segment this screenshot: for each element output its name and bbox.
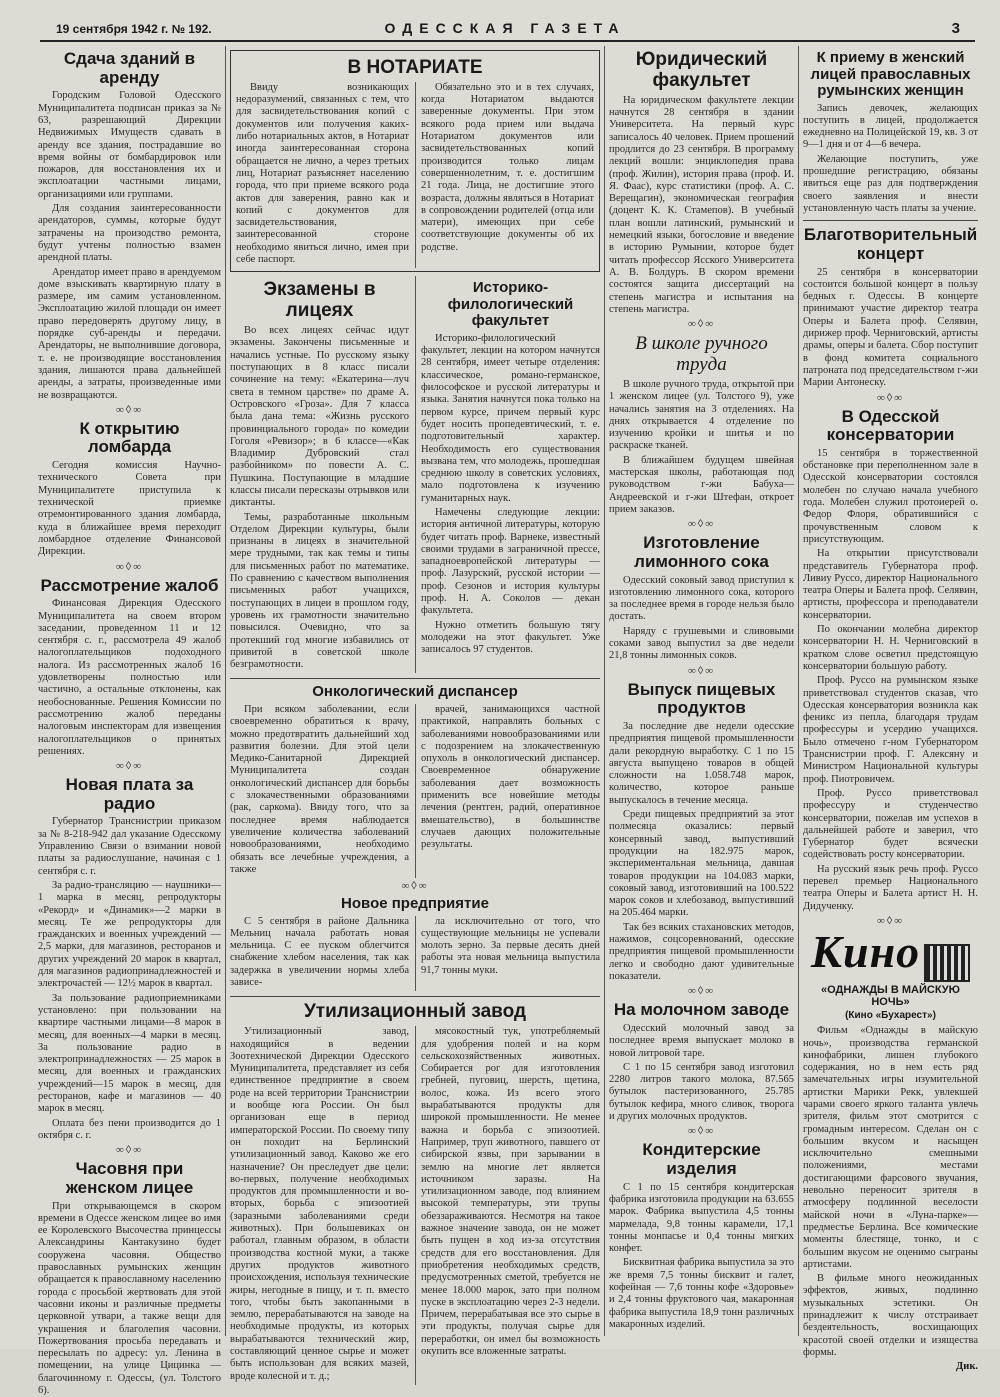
section-rule xyxy=(230,996,600,997)
author-signature: Дик. xyxy=(956,1361,978,1373)
paragraph: Историко-филологический факультет, лекции на котором начнутся 28 сентября, имеет четыре отделения: классическое, романо-германское, философское и русской литературы и языка. Занятия начнутся пока только на первом курсе, причем первый курс будет носить пропедевтический, т. е. подготовительный характер. Необходимость его существования вызвана тем, что молодежь, прошедшая среднюю школу в советских условиях, мало подготовлена к изучению гуманитарных наук. xyxy=(421,332,600,504)
headline: Рассмотрение жалоб xyxy=(40,575,219,595)
paragraph: 15 сентября в торжественной обстановке при переполненном зале в Одесской консерватории состоялся молебен по случаю начала учебного года. Молебен служил протоиерей о. Федор Флоря, обратившийся с прочувственным словом к присутствующим. xyxy=(803,447,978,545)
paragraph: Городским Головой Одесского Муниципалитета подписан приказ за № 63, разрешающий Дирекции Недвижимых Имуществ сдавать в аренду все здания, пострадавшие во время войны от бомбардировок или пожаров, для восстановления их и эксплоатации частными лицами, организациями или группами. xyxy=(38,90,221,200)
paragraph: Утилизационный завод, находящийся в ведении Зоотехнической Дирекции Одесского Муниципалитета, представляет из себя единственное предприятие в своем роде на всей территории Транснистрии и вообще юга России. Он был организован еще в период императорской России. По своему типу он походит на Берлинский утилизационный завод. Каково же его назначение? Он преследует две цели: во-первых, получение необходимых продуктов для промышленности и во-вторых, борьба с эпизоотией (заразными заболеваниями среди животных). При большевиках он работал, главным образом, в области производства костной муки, а также других продуктов животного происхождения, используя технические жиры, негодные в пищу, и т. п. вместо того, чтобы быть закопанными в землю, перерабатываются на заводе на необходимые продукты, из которых вырабатываются технический жир, составляющий ценное сырье и может быть использован для всяких мазей, вроде колесной и т. д.; xyxy=(230,1026,409,1382)
middle-columns xyxy=(230,46,600,1382)
headline: Выпуск пищевых продуктов xyxy=(627,679,776,718)
paragraph: Во всех лицеях сейчас идут экзамены. Закончены письменные и начались устные. По русскому языку поступающих в 8 класс писали сочинение на тему: «Екатерина—луч света в темном царстве» по драме А. Островского «Гроза». Для 7 класса была дана тема: «Жизнь русского провинциального города» по комедии Гоголя «Ревизор»; в 6 классе—«Как Владимир Дубровский стал разбойником» по повести А. С. Пушкина. Поступающие в младшие классы писали пересказы отрывков или диктанты. xyxy=(230,325,409,509)
ornament-divider: ∞◊∞ xyxy=(687,664,716,677)
paragraph: Оплата без пени производится до 1 октября с. г. xyxy=(38,1117,221,1141)
ornament-divider: ∞◊∞ xyxy=(115,560,144,573)
column-4 xyxy=(609,46,794,1341)
paragraph: Для создания заинтересованности арендаторов, суммы, которые будут затрачены на произодство ремонта, будут учтены полностью взамен арендной платы. xyxy=(38,203,221,264)
ornament-divider: ∞◊∞ xyxy=(687,985,716,998)
headline: Кондитерские изделия xyxy=(642,1140,761,1178)
paragraph: С 1 по 15 сентября кондитерская фабрика изготовила продукции на 63.655 марок. Фабрика выпустила 4,5 тонны мармелада, 9,8 тонны карамели, 17,1 тонны монпасье и 0,4 тонны мягких конфет. xyxy=(609,1181,794,1255)
paragraph: В школе ручного труда, открытой при 1 женском лицее (ул. Толстого 9), уже начались занятия на 3 отделениях. На днях открывается 4 отделение по изучению кройки и шитья и по раскраске тканей. xyxy=(609,378,794,452)
column-1 xyxy=(38,46,221,1397)
paragraph: Среди пищевых предприятий за этот полмесяца оказались: первый консервный завод, выпустивший продукции на 182.975 марок, экспериментальная мельница, давшая товаров продукции на 104.083 марки, соковый завод, изготовивший на 100.522 марок соков и хлебозавод, выпустивший на 205.464 марки. xyxy=(609,809,794,919)
ornament-divider: ∞◊∞ xyxy=(401,880,429,893)
issue-date: 19 сентября 1942 г. № 192. xyxy=(56,22,212,36)
page-number: 3 xyxy=(951,20,960,37)
paragraph: Обязательно это и в тех случаях, когда Нотариатом выдаются заверенные документы. При этом всякого рода прием или выдача Нотариатом документов или засвидетельствованных копий производится только лицам совершеннолетним, т. е. достигшим 21 года. Лица, не достигшие этого возраста, должны являться в Нотариат в сопровождении родителей (отца или матери), имеющих при себе соответствующие документы об их родстве. xyxy=(421,81,594,253)
headline: Историко-филологический факультет xyxy=(447,279,574,330)
paragraph: Одесский молочный завод за последнее время выпускает молоко в новой литровой таре. xyxy=(609,1022,794,1059)
paragraph: За радио-трансляцию — наушники—1 марка в месяц, репродукторы «Рекорд» и «Динамик»—2 марки в месяц. Те же репродукторы для гражданских и военных учреждений — 2,5 марки, для магазинов, ресторанов и других учреждений 20 марок в квартал, для магазинов радиопринадлежностей и электрочастей — 12½ марок в квартал. xyxy=(38,879,221,990)
paragraph: Проф. Руссо приветствовал профессуру и студенчество консерватории, пожелав им успехов в дальнейшей работе и заверил, что Губернатор будет всячески содействовать росту консерватории. xyxy=(803,787,978,861)
cinema-name: (Кино «Бухарест») xyxy=(845,1010,936,1022)
paragraph: На открытии присутствовали представитель Губернатора проф. Ливиу Руссо, директор Национального театра Оперы и Балета проф. Селявин, артисты, профессора и преподаватели консерватории. xyxy=(803,548,978,621)
paragraph: Ввиду возникающих недоразумений, связанных с тем, что для засвидетельствования копий с документов или получения каких-либо нотариальных актов, в Нотариат иногда заинтересованная сторона обращается не лично, а через третьих лиц, Нотариат разъясняет населению города, что при приеме всякого рода актов для заверения, равно как и копий с документов для засвидетельствования, заинтересованной стороне необходимо явиться лично, имея при себе паспорт. xyxy=(236,81,409,266)
ornament-divider: ∞◊∞ xyxy=(115,1144,144,1157)
paragraph: Так без всяких стахановских методов, нажимов, соцсоревнований, одесские предприятия пищевой промышленности легко и свободно дают удивительные показатели. xyxy=(609,921,794,982)
headline: В Одесской консерватории xyxy=(826,406,955,445)
ornament-divider: ∞◊∞ xyxy=(115,760,144,773)
paragraph: Губернатор Транснистрии приказом за № 8-218-942 дал указание Одесскому Управлению Связи о взимании новой платы за радиослушание, начиная с 1 сентября с. г. xyxy=(38,816,221,877)
paragraph: Фильм «Однажды в майскую ночь», производства германской кинофабрики, лишен глубокого содержания, но в нем есть ряд замечательных игры изумительной артистки Марики Рекк, увлекшей чарами своего яркого таланта увлечь зрителя, фильм этот смотрится с громадным интересом. Сделан он с большим вкусом и насыщен исключительно смешными положениями, местами достигающими фарсового звучания, невольно переносит зрителя в атмосферу подлинной веселости майской ночи в «Луна-парке»—предместье Берлина. Все комические моменты блестяще, тонко, и с большим вкусом не оценимо сыграны артистами. xyxy=(803,1025,978,1270)
paragraph: С 5 сентября в районе Дальника Мельниц начала работать новая мельница. С ее пуском облегчится снабжение хлебом населения, так как задержка в увеличении нормы хлеба зависе- xyxy=(230,915,409,989)
paragraph: Арендатор имеет право в арендуемом доме взыскивать квартирную плату в размере, им самим установленном. Эксплоатацию жилой площади он имеет право передоверять другому лицу, в порядке суб-аренды и передачи. Арендаторы, не выполнившие договора, т. е. не производящие восстановления здания, лишаются права дальнейшей аренды, а затраты, произведенные ими не возвращаются. xyxy=(38,266,221,401)
paragraph: Бисквитная фабрика выпустила за это же время 7,5 тонны бисквит и галет, кофейная — 7,6 тонны кофе «Здоровье» и 2,4 тонны фруктового чая, макаронная фабрика выпустила 18,9 тонн различных макаронных изделий. xyxy=(609,1257,794,1330)
paragraph: На русский язык речь проф. Руссо перевел премьер Национального театра Оперы и Балета артист Н. Н. Дидученку. xyxy=(803,863,978,912)
column-rule xyxy=(225,46,226,1336)
masthead xyxy=(40,18,970,42)
kino-logo: Кино xyxy=(810,925,921,977)
column-rule xyxy=(798,46,799,1336)
exams-history-block xyxy=(230,276,600,673)
paragraph: По окончании молебна директор консерватории Н. Н. Черниговский в кратком слове осветил предстоящую консерватории большую работу. xyxy=(803,624,978,672)
paragraph: При открывающемся в скором времени в Одессе женском лицее во имя ее Королевского Высочества принцессы Александрины Кантакузино будет сооружена часовня. Общество православных румынских женщин обращается к православному населению города с просьбой жертвовать для этой часовни иконы и различные предметы церковной утвари, а также вещи для украшения и благолепия часовни. Пожертвования просьба передавать и пересылать по адресу: ул. Ленина в помещении, на улице Цицинка — благочинному г. Одессы, (ул. Толстого 6). xyxy=(38,1200,221,1397)
paragraph: врачей, занимающихся частной практикой, направлять больных с заболеваниями новообразованиями или с подозрением на злокачественную опухоль в онкологический диспансер. Своевременное обнаружение заболевания дает возможность применить все новейшие методы лечения (рентген, радий, оперативное вмешательство), в большинстве случаев дающих положительные результаты. xyxy=(421,703,600,851)
paragraph: Намечены следующие лекции: история античной литературы, которую будет читать проф. Варнеке, известный своими трудами в заграничной прессе, западноевропейской литературы — проф. Лазурский, русской истории — проф. Сезонов и история культуры проф. Н. А. Соколов — декан факультета. xyxy=(421,507,600,617)
onco-article xyxy=(230,704,600,878)
newspaper-title: ОДЕССКАЯ ГАЗЕТА xyxy=(384,20,626,36)
paragraph: В фильме много неожиданных эффектов, живых, подлинно музыкальных эстетики. Он принадлежит к числу отстраивает бездеятельность, восхищающих красотой своей отделки и изящества формы. xyxy=(803,1273,978,1358)
paragraph: За последние две недели одесские предприятия пищевой промышленности дали рекордную выработку. С 1 по 15 августа выпущено товаров в общей сложности на 1.058.748 марок, количество, которое раньше выпускалось в течение месяца. xyxy=(609,721,794,806)
film-title: «ОДНАЖДЫ В МАЙСКУЮ НОЧЬ» xyxy=(821,984,960,1009)
paragraph: Запись девочек, желающих поступить в лицей, продолжается ежедневно на Полицейской 19, кв. 3 от 9—1 дня и от 4—6 вечера. xyxy=(803,102,978,151)
utilization-article xyxy=(230,1026,600,1385)
paragraph: Темы, разработанные школьным Отделом Дирекции культуры, были признаны в лицеях в значительной мере трудными, так как темы и типы для письменных работ по математике. По сравнению с качеством выполнения письменных работ учащихся, поступающих в лицеи в прошлом году, уровень их грамотности значительно повысился. Очевидно, что за протекший год многие избавились от привитой в советской школе безграмотности. xyxy=(230,511,409,671)
paragraph: Нужно отметить большую тягу молодежи на этот факультет. Уже записалось 97 студентов. xyxy=(421,619,600,656)
column-rule xyxy=(604,46,605,1336)
ornament-divider: ∞◊∞ xyxy=(876,391,905,404)
headline: Экзамены в лицеях xyxy=(263,279,376,322)
paragraph: мясокостный тук, употребляемый для удобрения полей и на корм сельскохозяйственных животных. Собирается рог для изготовления гребней, пуговиц, шерсть, щетина, волос, кожа. Из всего этого вырабатываются продукты для широкой промышленности. Не менее важна и борьба с эпизоотией. Например, труп животного, павшего от сибирской язвы, при зарывании в землю на многие лет является источником заразы. На утилизационном заводе, под влиянием высокой температуры, эти трупы обеззараживаются. Несмотря на такое важное значение завода, он не может быть пущен в ход из-за отсутствия средств для его восстановления. Для приобретения необходимых средств, предусмотренных сметой, требуется не менее 18.000 марок, зато при полном пуске в эксплоатацию через 2-3 недели. Причем, перерабатывая все это сырье в эти продукты, получая сырье для переработки, он имел бы возможность окупить все вложенные затраты. xyxy=(421,1026,600,1357)
film-reel-icon xyxy=(924,944,970,982)
paragraph: В ближайшем будущем швейная мастерская школы, работающая под руководством г-жи Бабуха—Андреевской и г-жи Штефан, откроет прием заказов. xyxy=(609,454,794,515)
headline: Сдача зданий в аренду xyxy=(63,49,196,87)
section-rule xyxy=(230,678,600,679)
header-rule xyxy=(40,40,975,42)
paragraph: Наряду с грушевыми и сливовыми соками завод выпустил за две недели 21,8 тонны лимонных соков. xyxy=(609,625,794,662)
paragraph: ла исключительно от того, что существующие мельницы не успевали молоть зерно. За первые десять дней работы эта новая мельница выпустила 91,7 тонны муки. xyxy=(421,915,600,976)
headline: Онкологический диспансер xyxy=(312,683,518,701)
headline: В НОТАРИАТЕ xyxy=(347,57,483,78)
headline: Юридический факультет xyxy=(635,49,768,91)
paragraph: На юридическом факультете лекции начнутся 28 сентября в здании Университета. На первый курс записалось 40 человек. Прием прошений продлится до 23 сентября. В программу лекций вошли: энциклопедия права (проф. Жилин), история права (проф. И. Я. Фаас), курс статистики (проф. А. С. Верещагин), экономическая география (доцент К. К. Стамепов). В учебный план вошли латинский, румынский и немецкий языки, богословие и введение в историю Румынии, которое будет читать профессор Ясского Университета А. В. Болдуръ. В скором времени состоятся защита диссертаций на степень магистра и испытания на степень магистра. xyxy=(609,94,794,315)
paragraph: Одесский соковый завод приступил к изготовлению лимонного сока, которого за последнее время в городе нельзя было достать. xyxy=(609,574,794,623)
headline: К приему в женский лицей православных румынских женщин xyxy=(810,49,971,99)
paragraph: 25 сентября в консерватории состоится большой концерт в пользу бедных г. Одессы. В концерте принимают участие директор театра Оперы и Балета проф. Селявин, дирижер проф. Черниговский, артисты драмы, оперы и балета. Сбор поступит в фонд комитета социального патроната под председательством г-жи Марии Антонеску. xyxy=(803,266,978,389)
headline: На молочном заводе xyxy=(613,1000,790,1020)
headline: Благотворительный концерт xyxy=(803,225,978,263)
paragraph: Финансовая Дирекция Одесского Муниципалитета на своем втором заседании, проведенном 11 и 12 сентября с. г., рассмотрела 49 жалоб налогоплательщиков подоходного налога. Из рассмотренных жалоб 16 удовлетворены полностью или частично, а остальные отклонены, как необоснованные. Решения Комиссии по рассмотрению жалоб переданы налоговым инспекторам для извещения налогоплательщиков о принятых решениях. xyxy=(38,598,221,757)
paragraph: Желающие поступить, уже прошедшие регистрацию, обязаны явиться еще раз для подтверждения своего заявления и внести установленную часть платы за учение. xyxy=(803,153,978,214)
paragraph: Проф. Руссо на румынском языке приветствовал студентов сказав, что Одесская консерватория возникла как феникс из пепла, благодаря трудам профессуры и усердию учащихся. Было отмечено г-ном Губернатором Транснистрии проф. Г. Алексяну и Министром Национальной культуры проф. Пиотровичем. xyxy=(803,675,978,785)
headline: В школе ручного труда xyxy=(635,333,768,376)
ornament-divider: ∞◊∞ xyxy=(687,518,716,531)
section-rule xyxy=(803,220,978,221)
headline: Новое предприятие xyxy=(341,895,489,913)
paragraph: При всяком заболевании, если своевременно обратиться к врачу, можно предотвратить дальнейший ход развития болезни. Для этой цели Медико-Санитарной Дирекцией Муниципалитета создан онкологический диспансер для борьбы с злокачественными образованиями (рак, саркома). Ввиду того, что за последнее время наблюдается увеличение количества заболеваний новообразованиями, необходимо обязать все лечебные учреждения, а также xyxy=(230,703,409,875)
ornament-divider: ∞◊∞ xyxy=(876,914,905,927)
new-enterprise-article xyxy=(230,916,600,992)
headline: Изготовление лимонного сока xyxy=(634,533,769,571)
headline: Утилизационный завод xyxy=(303,1001,527,1023)
kino-header xyxy=(803,925,978,982)
ornament-divider: ∞◊∞ xyxy=(687,318,716,331)
paragraph: За пользование радиоприемниками установлено: при пользовании на квартире частными лицами—8 марок в месяц, для военных—4 марки в месяц. За пользование радио в электропринадлежностях — 25 марок в месяц, для военных и гражданских учреждений—15 марок в месяц, для ресторанов, кафе и магазинов — 40 марок в месяц. xyxy=(38,992,221,1115)
headline: Новая плата за радио xyxy=(65,775,194,813)
ornament-divider: ∞◊∞ xyxy=(115,403,144,416)
paragraph: Сегодня комиссия Научно-технического Совета при Муниципалитете приступила к технической приемке отремонтированного здания ломбарда, куда в ближайшее время переходит ломбардное отделение Финансовой Дирекции. xyxy=(38,460,221,558)
paragraph: С 1 по 15 сентября завод изготовил 2280 литров такого молока, 87.565 бутылок пастеризованного, 25.785 бутылок кефира, много сливок, творога и других молочных продуктов. xyxy=(609,1061,794,1122)
headline: Часовня при женском лицее xyxy=(65,1159,194,1197)
headline: К открытию ломбарда xyxy=(79,418,180,457)
notary-article xyxy=(230,50,600,272)
column-5 xyxy=(803,46,978,1373)
ornament-divider: ∞◊∞ xyxy=(687,1125,716,1138)
